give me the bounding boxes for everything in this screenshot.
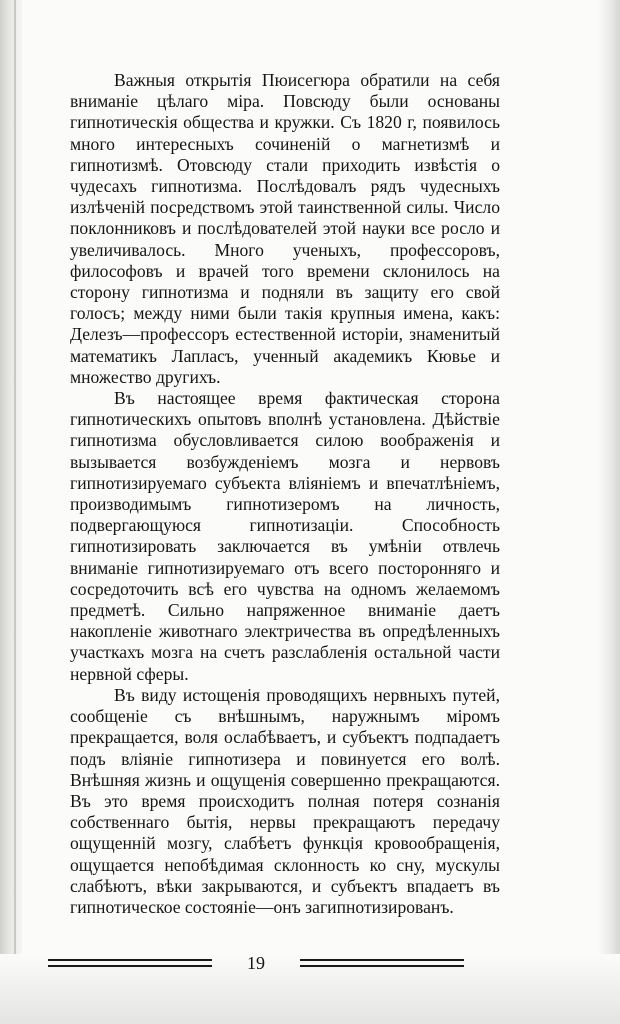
page-right-edge-shadow xyxy=(598,0,620,1024)
body-text xyxy=(70,70,500,918)
paragraph-1: Важныя открытія Пюисегюра обратили на себя вниманіе цѣлаго міра. Повсюду были основаны гипнотическія общества и кружки. Съ 1820 г, появилось много интересныхъ сочиненій о магнетизмѣ и гипнотизмѣ. Отовсюду стали приходить извѣстія о чудесахъ гипнотизма. Послѣдовалъ рядъ чудесныхъ излѣченій посредствомъ этой таинственной силы. Число поклонниковъ и послѣдователей этой науки все росло и увеличивалось. Много ученыхъ, профессоровъ, философовъ и врачей того времени склонилось на сторону гипнотизма и подняли въ защиту его свой голосъ; между ними были такія крупныя имена, какъ: Делезъ—профессоръ естественной исторіи, знаменитый математикъ Лапласъ, ученный академикъ Кювье и множество другихъ. xyxy=(70,70,500,387)
footer-rule-left xyxy=(48,959,212,967)
page-binding-line xyxy=(14,0,16,1024)
paragraph-3: Въ виду истощенія проводящихъ нервныхъ путей, сообщеніе съ внѣшнымъ, наружнымъ міромъ прекращается, воля ослабѣваетъ, и субъектъ подпадаетъ подъ вліяніе гипнотизера и повинуется его волѣ. Внѣшняя жизнь и ощущенія совершенно прекращаются. Въ это время происходитъ полная потеря сознанія собственнаго бытія, нервы прекращаютъ передачу ощущенній мозгу, слабѣетъ функція кровообращенія, ощущается непобѣдимая склонность ко сну, мускулы слабѣютъ, вѣки закрываются, и субъектъ впадаетъ въ гипнотическое состояніе—онъ загипнотизированъ. xyxy=(70,684,500,917)
page-left-edge-shadow xyxy=(0,0,22,1024)
paragraph-2: Въ настоящее время фактическая сторона гипнотическихъ опытовъ вполнѣ установлена. Дѣйствіе гипнотизма обусловливается силою воображенія и вызывается возбужденіемъ мозга и нервовъ гипнотизируемаго субъекта вліяніемъ и впечатлѣніемъ, производимымъ гипнотизеромъ на личность, подвергающуюся гипнотизаціи. Способность гипнотизировать заключается въ умѣніи отвлечь вниманіе гипнотизируемаго отъ всего посторонняго и сосредоточить всѣ его чувства на одномъ желаемомъ предметѣ. Сильно напряженное вниманіе даетъ накопленіе животнаго электричества въ опредѣленныхъ участкахъ мозга на счетъ разслабленія остальной части нервной сферы. xyxy=(70,388,500,684)
page-footer xyxy=(48,950,464,980)
page-number: 19 xyxy=(247,953,265,973)
footer-rule-right xyxy=(300,959,464,967)
